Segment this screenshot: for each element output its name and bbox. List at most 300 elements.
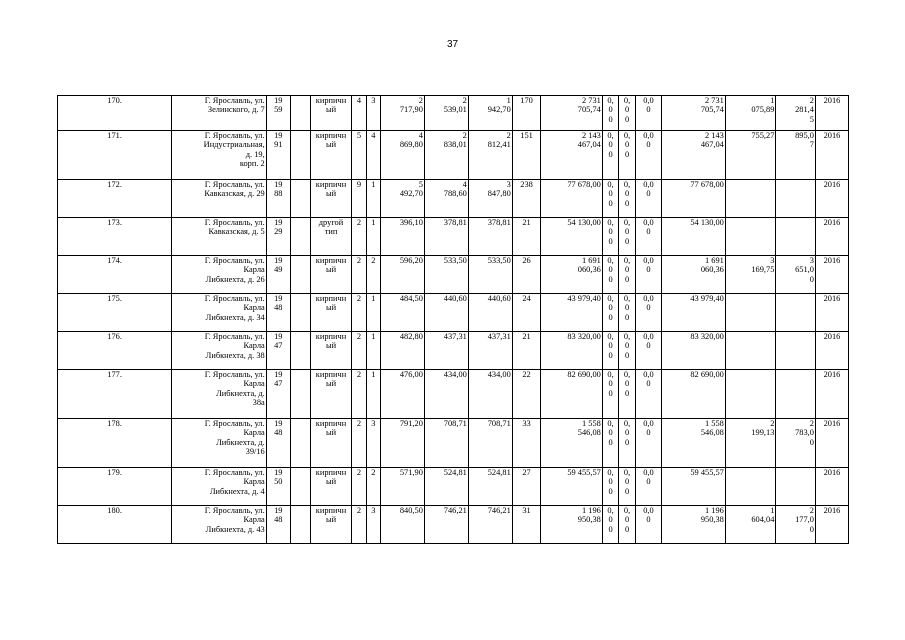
floors-cell-text: 2 [356, 256, 362, 265]
row-number-text: 171. [107, 131, 122, 140]
fund-share-3-cell [635, 218, 661, 256]
owners-cost-cell [662, 332, 726, 370]
residents-cell [512, 256, 541, 294]
fund-share-2-cell [619, 419, 635, 468]
material-cell [310, 468, 352, 506]
residential-area-cell-text: 524,81 [487, 468, 511, 477]
owners-cost-cell [662, 294, 726, 332]
spacer-cell [290, 180, 310, 218]
floors-cell-text: 2 [356, 506, 362, 515]
total-cost-cell-text: 43 979,40 [567, 294, 601, 303]
fund-share-1-cell-text: 0, 0 0 [607, 131, 614, 159]
plan-year-cell-text: 2016 [823, 180, 841, 189]
material-cell [310, 180, 352, 218]
fund-share-3-cell [635, 131, 661, 180]
row-number-text: 176. [107, 332, 122, 341]
spacer-cell [290, 218, 310, 256]
specific-cost-1-cell [725, 218, 776, 256]
row-number [58, 96, 172, 131]
entrances-cell [366, 96, 380, 131]
total-area-cell-text: 484,50 [399, 294, 423, 303]
living-area-cell-text: 378,81 [443, 218, 467, 227]
floors-cell [352, 218, 366, 256]
floors-cell [352, 294, 366, 332]
fund-share-1-cell-text: 0, 0 0 [607, 180, 614, 208]
fund-share-1-cell [602, 96, 618, 131]
spacer-cell [290, 294, 310, 332]
owners-cost-cell-text: 77 678,00 [690, 180, 724, 189]
spacer-cell [290, 256, 310, 294]
entrances-cell-text: 1 [371, 370, 376, 379]
specific-cost-1-cell-text: 755,27 [751, 131, 775, 140]
fund-share-1-cell-text: 0, 0 0 [607, 506, 614, 534]
residents-cell-text: 170 [520, 96, 533, 105]
table-row [58, 180, 849, 218]
residential-area-cell [468, 419, 512, 468]
fund-share-3-cell [635, 256, 661, 294]
year-cell [266, 332, 290, 370]
specific-cost-1-cell-text: 1 604,04 [751, 506, 775, 525]
specific-cost-2-cell-text: 3 651,0 0 [795, 256, 814, 284]
spacer-cell [290, 131, 310, 180]
plan-year-cell [815, 419, 848, 468]
residents-cell [512, 370, 541, 419]
material-cell-text: другой тип [318, 218, 344, 237]
entrances-cell [366, 370, 380, 419]
living-area-cell [424, 332, 468, 370]
entrances-cell [366, 332, 380, 370]
residential-area-cell [468, 131, 512, 180]
row-number-text: 173. [107, 218, 122, 227]
specific-cost-1-cell [725, 370, 776, 419]
residents-cell [512, 96, 541, 131]
floors-cell [352, 419, 366, 468]
entrances-cell [366, 256, 380, 294]
spacer-cell [290, 96, 310, 131]
total-area-cell-text: 5 492,70 [399, 180, 423, 199]
fund-share-2-cell-text: 0, 0 0 [623, 506, 631, 534]
row-number [58, 370, 172, 419]
material-cell-text: кирпичн ый [315, 294, 347, 313]
residential-area-cell [468, 180, 512, 218]
fund-share-3-cell [635, 294, 661, 332]
row-number [58, 506, 172, 544]
residents-cell-text: 21 [522, 218, 531, 227]
fund-share-3-cell-text: 0,0 0 [643, 218, 654, 237]
owners-cost-cell [662, 96, 726, 131]
specific-cost-1-cell [725, 131, 776, 180]
fund-share-2-cell-text: 0, 0 0 [623, 332, 631, 360]
residential-area-cell-text: 2 812,41 [487, 131, 511, 150]
row-number-text: 179. [107, 468, 122, 477]
fund-share-3-cell [635, 419, 661, 468]
address-cell-text: Г. Ярославль, ул. Карла Либкнехта, д. 4 [204, 468, 265, 496]
address-cell [172, 332, 266, 370]
plan-year-cell [815, 332, 848, 370]
plan-year-cell-text: 2016 [823, 218, 841, 227]
living-area-cell-text: 533,50 [443, 256, 467, 265]
material-cell-text: кирпичн ый [315, 180, 347, 199]
year-cell [266, 96, 290, 131]
fund-share-2-cell-text: 0, 0 0 [623, 419, 631, 447]
specific-cost-2-cell-text: 895,0 7 [795, 131, 814, 150]
entrances-cell-text: 3 [371, 419, 376, 428]
total-area-cell-text: 396,10 [399, 218, 423, 227]
fund-share-3-cell-text: 0,0 0 [643, 370, 654, 389]
specific-cost-1-cell [725, 468, 776, 506]
residential-area-cell-text: 746,21 [487, 506, 511, 515]
residential-area-cell [468, 256, 512, 294]
living-area-cell-text: 708,71 [443, 419, 467, 428]
total-cost-cell-text: 82 690,00 [567, 370, 601, 379]
living-area-cell-text: 4 788,60 [443, 180, 467, 199]
row-number-text: 172. [107, 180, 122, 189]
entrances-cell-text: 2 [371, 256, 376, 265]
living-area-cell [424, 419, 468, 468]
specific-cost-2-cell-text: 2 783,0 0 [795, 419, 814, 447]
fund-share-2-cell [619, 218, 635, 256]
address-cell [172, 218, 266, 256]
owners-cost-cell [662, 256, 726, 294]
residential-area-cell [468, 294, 512, 332]
total-area-cell-text: 791,20 [399, 419, 423, 428]
plan-year-cell [815, 294, 848, 332]
row-number-text: 174. [107, 256, 122, 265]
fund-share-3-cell [635, 468, 661, 506]
fund-share-3-cell-text: 0,0 0 [643, 96, 654, 115]
spacer-cell [290, 506, 310, 544]
table-row [58, 332, 849, 370]
floors-cell [352, 180, 366, 218]
registry-body [58, 96, 849, 544]
specific-cost-1-cell-text: 3 169,75 [751, 256, 775, 275]
living-area-cell-text: 437,31 [443, 332, 467, 341]
floors-cell-text: 9 [356, 180, 362, 189]
entrances-cell-text: 3 [371, 96, 376, 105]
total-area-cell-text: 571,90 [399, 468, 423, 477]
plan-year-cell-text: 2016 [823, 468, 841, 477]
table-row [58, 131, 849, 180]
year-cell-text: 19 29 [274, 218, 283, 237]
fund-share-2-cell-text: 0, 0 0 [623, 256, 631, 284]
total-cost-cell-text: 1 196 950,38 [577, 506, 601, 525]
residents-cell [512, 419, 541, 468]
living-area-cell [424, 180, 468, 218]
residents-cell [512, 506, 541, 544]
year-cell [266, 506, 290, 544]
living-area-cell-text: 434,00 [443, 370, 467, 379]
floors-cell [352, 256, 366, 294]
fund-share-2-cell-text: 0, 0 0 [623, 131, 631, 159]
entrances-cell-text: 3 [371, 506, 376, 515]
address-cell-text: Г. Ярославль, ул. Карла Либкнехта, д. 26 [204, 256, 265, 284]
material-cell [310, 131, 352, 180]
material-cell [310, 294, 352, 332]
address-cell [172, 506, 266, 544]
row-number [58, 180, 172, 218]
fund-share-2-cell [619, 131, 635, 180]
address-cell [172, 96, 266, 131]
total-cost-cell-text: 2 731 705,74 [577, 96, 601, 115]
total-area-cell [380, 180, 424, 218]
plan-year-cell [815, 506, 848, 544]
owners-cost-cell-text: 1 691 060,36 [700, 256, 724, 275]
material-cell-text: кирпичн ый [315, 506, 347, 525]
row-number [58, 131, 172, 180]
table-row [58, 506, 849, 544]
owners-cost-cell-text: 59 455,57 [690, 468, 724, 477]
plan-year-cell [815, 218, 848, 256]
residential-area-cell [468, 370, 512, 419]
specific-cost-1-cell-text: 1 075,89 [751, 96, 775, 115]
floors-cell-text: 2 [356, 218, 362, 227]
table-row [58, 419, 849, 468]
total-cost-cell-text: 54 130,00 [567, 218, 601, 227]
residents-cell-text: 151 [520, 131, 533, 140]
living-area-cell [424, 256, 468, 294]
specific-cost-2-cell [776, 180, 816, 218]
fund-share-3-cell [635, 332, 661, 370]
total-cost-cell [541, 419, 603, 468]
spacer-cell [290, 468, 310, 506]
fund-share-2-cell [619, 468, 635, 506]
total-cost-cell-text: 77 678,00 [567, 180, 601, 189]
fund-share-3-cell-text: 0,0 0 [643, 294, 654, 313]
plan-year-cell-text: 2016 [823, 131, 841, 140]
residents-cell [512, 468, 541, 506]
plan-year-cell [815, 180, 848, 218]
row-number-text: 177. [107, 370, 122, 379]
material-cell [310, 370, 352, 419]
entrances-cell [366, 218, 380, 256]
residents-cell-text: 33 [522, 419, 531, 428]
floors-cell-text: 2 [356, 332, 362, 341]
owners-cost-cell [662, 468, 726, 506]
year-cell [266, 419, 290, 468]
row-number [58, 294, 172, 332]
specific-cost-1-cell [725, 294, 776, 332]
material-cell [310, 332, 352, 370]
fund-share-1-cell [602, 370, 618, 419]
address-cell-text: Г. Ярославль, ул. Кавказская, д. 29 [204, 180, 265, 199]
fund-share-1-cell-text: 0, 0 0 [607, 419, 614, 447]
fund-share-3-cell-text: 0,0 0 [643, 468, 654, 487]
fund-share-2-cell-text: 0, 0 0 [623, 180, 631, 208]
material-cell-text: кирпичн ый [315, 96, 347, 115]
owners-cost-cell-text: 1 558 546,08 [700, 419, 724, 438]
plan-year-cell [815, 131, 848, 180]
floors-cell [352, 468, 366, 506]
residents-cell-text: 22 [522, 370, 531, 379]
year-cell [266, 468, 290, 506]
owners-cost-cell [662, 419, 726, 468]
fund-share-1-cell [602, 294, 618, 332]
year-cell-text: 19 47 [274, 332, 283, 351]
living-area-cell [424, 131, 468, 180]
residents-cell-text: 27 [522, 468, 531, 477]
specific-cost-2-cell-text: 2 177,0 0 [795, 506, 814, 534]
residents-cell [512, 218, 541, 256]
owners-cost-cell [662, 506, 726, 544]
total-cost-cell-text: 59 455,57 [567, 468, 601, 477]
year-cell-text: 19 47 [274, 370, 283, 389]
housing-registry-table [57, 95, 849, 544]
fund-share-2-cell [619, 506, 635, 544]
address-cell-text: Г. Ярославль, ул. Карла Либкнехта, д. 43 [204, 506, 265, 534]
row-number-text: 178. [107, 419, 122, 428]
plan-year-cell-text: 2016 [823, 256, 841, 265]
specific-cost-2-cell [776, 218, 816, 256]
address-cell [172, 468, 266, 506]
residents-cell [512, 294, 541, 332]
fund-share-3-cell [635, 96, 661, 131]
floors-cell-text: 2 [356, 294, 362, 303]
specific-cost-2-cell [776, 419, 816, 468]
total-area-cell-text: 596,20 [399, 256, 423, 265]
year-cell [266, 218, 290, 256]
specific-cost-2-cell [776, 468, 816, 506]
living-area-cell [424, 294, 468, 332]
living-area-cell [424, 218, 468, 256]
total-area-cell [380, 468, 424, 506]
total-area-cell [380, 131, 424, 180]
year-cell-text: 19 50 [274, 468, 283, 487]
entrances-cell [366, 131, 380, 180]
fund-share-1-cell-text: 0, 0 0 [607, 294, 614, 322]
living-area-cell [424, 96, 468, 131]
fund-share-1-cell [602, 419, 618, 468]
material-cell [310, 419, 352, 468]
material-cell-text: кирпичн ый [315, 370, 347, 389]
residents-cell-text: 21 [522, 332, 531, 341]
residential-area-cell [468, 218, 512, 256]
floors-cell [352, 370, 366, 419]
total-cost-cell-text: 1 691 060,36 [577, 256, 601, 275]
specific-cost-2-cell [776, 96, 816, 131]
table-row [58, 256, 849, 294]
owners-cost-cell-text: 2 143 467,04 [700, 131, 724, 150]
year-cell [266, 256, 290, 294]
floors-cell [352, 332, 366, 370]
owners-cost-cell [662, 131, 726, 180]
fund-share-3-cell-text: 0,0 0 [643, 131, 654, 150]
residential-area-cell-text: 3 847,80 [487, 180, 511, 199]
fund-share-1-cell-text: 0, 0 0 [607, 468, 614, 496]
fund-share-3-cell [635, 506, 661, 544]
specific-cost-1-cell [725, 506, 776, 544]
row-number-text: 175. [107, 294, 122, 303]
entrances-cell-text: 1 [371, 294, 376, 303]
year-cell-text: 19 48 [274, 419, 283, 438]
total-area-cell-text: 4 869,80 [399, 131, 423, 150]
fund-share-2-cell [619, 294, 635, 332]
entrances-cell-text: 1 [371, 180, 376, 189]
entrances-cell-text: 2 [371, 468, 376, 477]
residential-area-cell-text: 378,81 [487, 218, 511, 227]
specific-cost-1-cell [725, 256, 776, 294]
table-row [58, 294, 849, 332]
total-area-cell [380, 256, 424, 294]
year-cell-text: 19 59 [274, 96, 283, 115]
entrances-cell-text: 1 [371, 218, 376, 227]
fund-share-3-cell [635, 370, 661, 419]
owners-cost-cell-text: 43 979,40 [690, 294, 724, 303]
total-cost-cell [541, 370, 603, 419]
year-cell [266, 131, 290, 180]
total-cost-cell [541, 96, 603, 131]
total-area-cell-text: 482,80 [399, 332, 423, 341]
entrances-cell [366, 294, 380, 332]
spacer-cell [290, 332, 310, 370]
living-area-cell-text: 524,81 [443, 468, 467, 477]
fund-share-1-cell-text: 0, 0 0 [607, 370, 614, 398]
plan-year-cell [815, 96, 848, 131]
year-cell-text: 19 91 [274, 131, 283, 150]
owners-cost-cell-text: 54 130,00 [690, 218, 724, 227]
total-area-cell [380, 370, 424, 419]
total-area-cell [380, 419, 424, 468]
residential-area-cell [468, 96, 512, 131]
specific-cost-1-cell [725, 96, 776, 131]
living-area-cell [424, 506, 468, 544]
address-cell [172, 294, 266, 332]
fund-share-1-cell-text: 0, 0 0 [607, 332, 614, 360]
plan-year-cell-text: 2016 [823, 96, 841, 105]
floors-cell [352, 96, 366, 131]
residential-area-cell [468, 332, 512, 370]
address-cell-text: Г. Ярославль, ул. Индустриальная, д. 19, корп. 2 [203, 131, 265, 169]
specific-cost-1-cell [725, 180, 776, 218]
total-cost-cell [541, 468, 603, 506]
floors-cell [352, 506, 366, 544]
owners-cost-cell-text: 83 320,00 [690, 332, 724, 341]
year-cell [266, 370, 290, 419]
year-cell-text: 19 48 [274, 294, 283, 313]
residential-area-cell-text: 440,60 [487, 294, 511, 303]
total-area-cell [380, 506, 424, 544]
residents-cell [512, 131, 541, 180]
owners-cost-cell [662, 370, 726, 419]
living-area-cell [424, 468, 468, 506]
address-cell [172, 419, 266, 468]
table-row [58, 468, 849, 506]
plan-year-cell-text: 2016 [823, 294, 841, 303]
specific-cost-2-cell [776, 131, 816, 180]
row-number [58, 419, 172, 468]
table-row [58, 370, 849, 419]
material-cell-text: кирпичн ый [315, 419, 347, 438]
fund-share-3-cell-text: 0,0 0 [643, 419, 654, 438]
material-cell [310, 256, 352, 294]
residents-cell-text: 238 [520, 180, 533, 189]
plan-year-cell-text: 2016 [823, 506, 841, 515]
row-number [58, 256, 172, 294]
living-area-cell-text: 746,21 [443, 506, 467, 515]
total-area-cell-text: 2 717,90 [399, 96, 423, 115]
total-area-cell-text: 476,00 [399, 370, 423, 379]
plan-year-cell-text: 2016 [823, 332, 841, 341]
total-area-cell [380, 218, 424, 256]
specific-cost-2-cell-text: 2 281,4 5 [795, 96, 814, 124]
fund-share-2-cell-text: 0, 0 0 [623, 370, 631, 398]
total-cost-cell [541, 256, 603, 294]
floors-cell-text: 5 [356, 131, 362, 140]
page-number: 37 [446, 39, 459, 50]
owners-cost-cell [662, 180, 726, 218]
residential-area-cell [468, 468, 512, 506]
fund-share-1-cell [602, 256, 618, 294]
entrances-cell [366, 468, 380, 506]
